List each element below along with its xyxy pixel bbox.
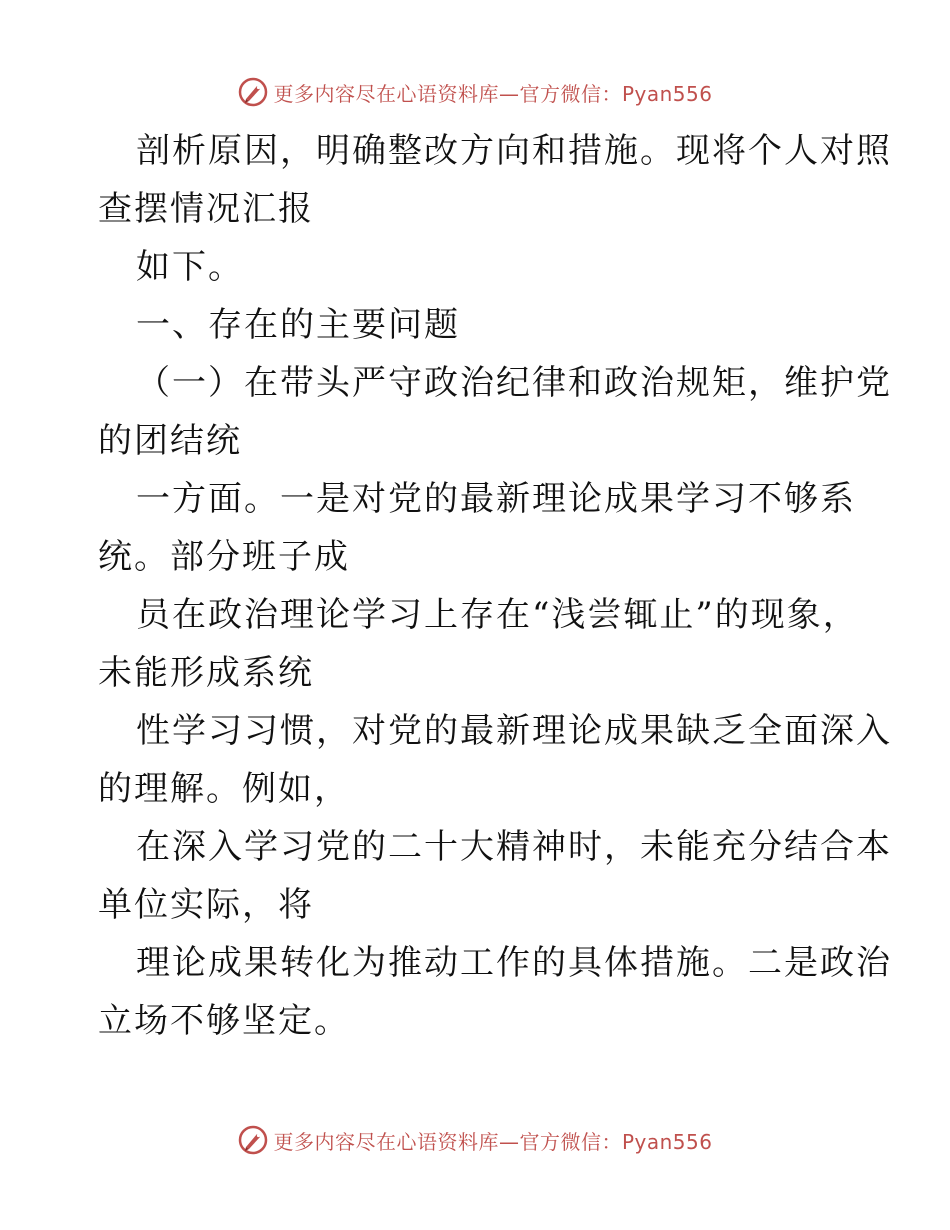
paragraph-line: 未能形成系统	[98, 653, 314, 693]
pen-logo-icon	[237, 1124, 269, 1156]
document-body	[98, 122, 892, 1050]
paragraph-line: 如下。	[136, 247, 244, 287]
paragraph-line: 员在政治理论学习上存在“浅尝辄止”的现象，	[136, 595, 859, 635]
footer-watermark-text: 更多内容尽在心语资料库—官方微信：Pyan556	[273, 1129, 713, 1154]
paragraph-line: 性学习习惯，对党的最新理论成果缺乏全面深入	[136, 711, 892, 751]
paragraph-line: 一方面。一是对党的最新理论成果学习不够系	[136, 479, 856, 519]
paragraph-line: 查摆情况汇报	[98, 189, 314, 229]
paragraph-line: 剖析原因，明确整改方向和措施。现将个人对照	[136, 131, 892, 171]
paragraph-line: 立场不够坚定。	[98, 1001, 350, 1041]
header-watermark-text: 更多内容尽在心语资料库—官方微信：Pyan556	[273, 81, 713, 106]
paragraph-line: 的理解。例如，	[98, 769, 350, 809]
paragraph-line: 单位实际，将	[98, 885, 314, 925]
footer-watermark	[0, 1118, 950, 1162]
paragraph-line: 在深入学习党的二十大精神时，未能充分结合本	[136, 827, 892, 867]
header-watermark	[0, 70, 950, 114]
paragraph-line: 理论成果转化为推动工作的具体措施。二是政治	[136, 943, 892, 983]
paragraph-line: 的团结统	[98, 421, 242, 461]
pen-logo-icon	[237, 76, 269, 108]
section-heading: 一、存在的主要问题	[136, 305, 460, 345]
paragraph-line: 统。部分班子成	[98, 537, 350, 577]
subsection-heading: （一）在带头严守政治纪律和政治规矩，维护党	[136, 363, 892, 403]
